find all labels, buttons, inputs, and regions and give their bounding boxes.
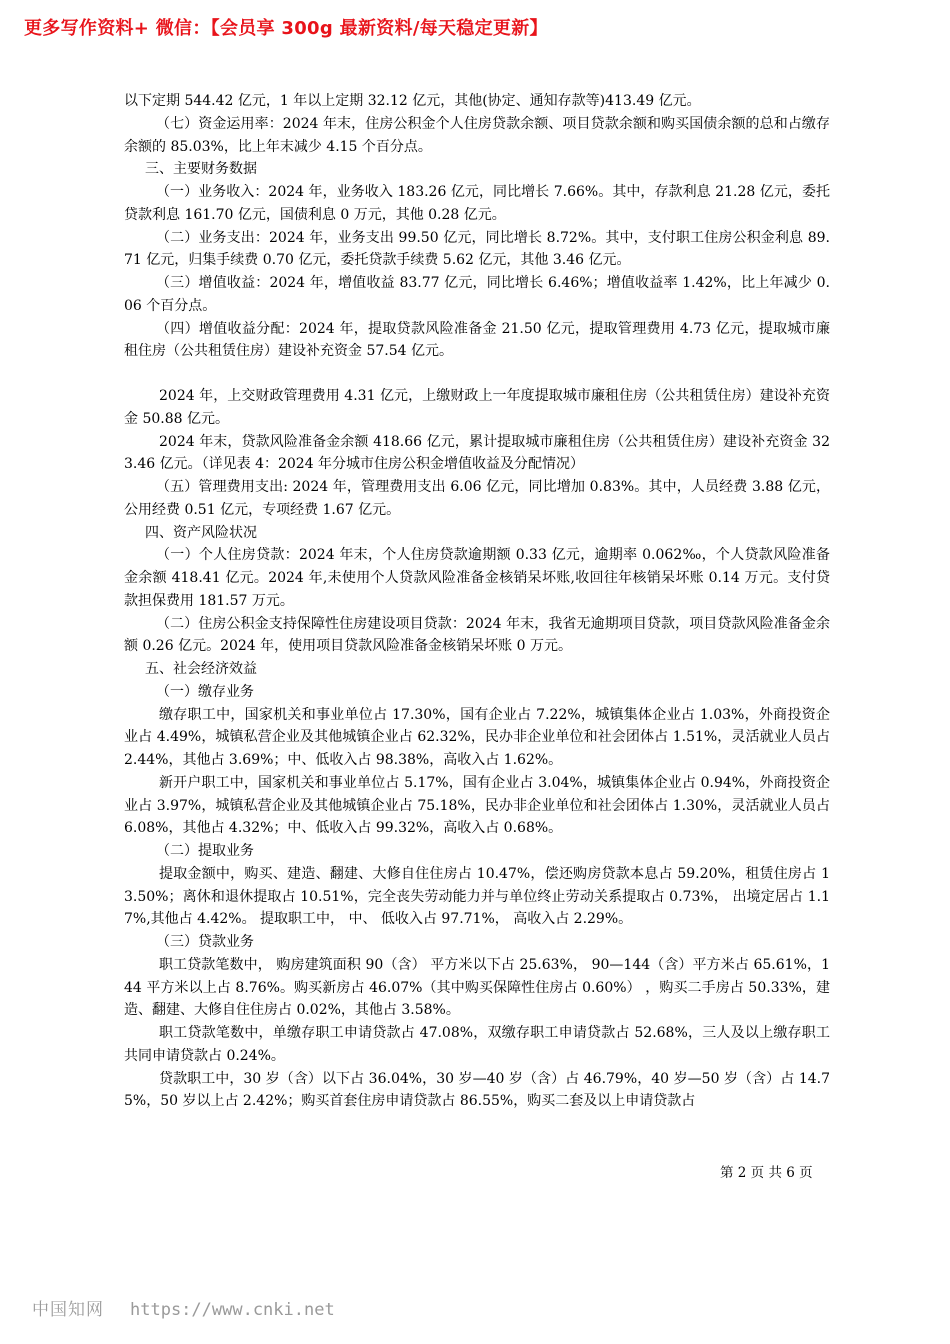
- paragraph-fund-usage-rate: （七）资金运用率：2024 年末，住房公积金个人住房贷款余额、项目贷款余额和购买国债余额的总和占缴存余额的 85.03%，比上年末减少 4.15 个百分点。: [124, 115, 830, 155]
- blank-line: [124, 363, 830, 385]
- watermark-cnki-name: 中国知网: [32, 1300, 104, 1320]
- document-body: [124, 90, 830, 1113]
- paragraph-withdrawal-amounts: 提取金额中，购买、建造、翻建、大修自住住房占 10.47%，偿还购房贷款本息占 59.20%，租赁住房占 13.50%；离休和退休提取占 10.51%，完全丧失劳动能力并与单位终止劳动关系提取占 0.73%， 出境定居占 1.17%,其他占 4.42%。 提取职工中， 中、 低收入占 97.71%， 高收入占 2.29%。: [124, 865, 830, 928]
- paragraph-depositing-workers: 缴存职工中，国家机关和事业单位占 17.30%，国有企业占 7.22%，城镇集体企业占 1.03%，外商投资企业占 4.49%，城镇私营企业及其他城镇企业占 62.32%，民办非企业单位和社会团体占 1.51%，灵活就业人员占 2.44%，其他占 3.69%；中、低收入占 98.38%，高收入占 1.62%。: [124, 706, 830, 768]
- subheading-withdrawal-business: （二）提取业务: [156, 843, 254, 859]
- subheading-loan-business: （三）贷款业务: [156, 934, 254, 950]
- paragraph-deposits-continued: 以下定期 544.42 亿元，1 年以上定期 32.12 亿元，其他(协定、通知存款等)413.49 亿元。: [124, 93, 701, 109]
- paragraph-fiscal-payments: 2024 年，上交财政管理费用 4.31 亿元，上缴财政上一年度提取城市廉租住房（公共租赁住房）建设补充资金 50.88 亿元。: [124, 388, 830, 427]
- watermark-url: https://www.cnki.net: [130, 1300, 335, 1320]
- paragraph-loan-housing-area: 职工贷款笔数中， 购房建筑面积 90（含） 平方米以下占 25.63%， 90—144（含）平方米占 65.61%，144 平方米以上占 8.76%。购买新房占 46.07%（其中购买保障性住房占 0.60%） ，购买二手房占 50.33%，建造、翻建、大修自住住房占 0.02%，其他占 3.58%。: [124, 956, 830, 1019]
- paragraph-risk-reserve-balance: 2024 年末，贷款风险准备金余额 418.66 亿元，累计提取城市廉租住房（公共租赁住房）建设补充资金 323.46 亿元。（详见表 4：2024 年分城市住房公积金增值收益及分配情况）: [124, 433, 830, 473]
- paragraph-business-expense: （二）业务支出：2024 年，业务支出 99.50 亿元，同比增长 8.72%。其中，支付职工住房公积金利息 89.71 亿元，归集手续费 0.70 亿元，委托贷款手续费 5.62 亿元，其他 3.46 亿元。: [124, 229, 830, 269]
- paragraph-value-added-income: （三）增值收益：2024 年，增值收益 83.77 亿元，同比增长 6.46%；增值收益率 1.42%，比上年减少 0.06 个百分点。: [124, 275, 830, 314]
- paragraph-loan-borrower-age: 贷款职工中，30 岁（含）以下占 36.04%，30 岁—40 岁（含）占 46.79%，40 岁—50 岁（含）占 14.75%，50 岁以上占 2.42%；购买首套住房申请贷款占 86.55%，购买二套及以上申请贷款占: [124, 1070, 830, 1110]
- promo-banner: 更多写作资料+ 微信：【会员享 300g 最新资料/每天稳定更新】: [24, 18, 548, 39]
- section-heading-social-benefits: 五、社会经济效益: [145, 661, 257, 677]
- section-heading-financial-data: 三、主要财务数据: [145, 161, 257, 178]
- subheading-deposit-business: （一）缴存业务: [156, 683, 254, 700]
- paragraph-income-distribution: （四）增值收益分配：2024 年，提取贷款风险准备金 21.50 亿元，提取管理费用 4.73 亿元，提取城市廉租住房（公共租赁住房）建设补充资金 57.54 亿元。: [124, 320, 830, 360]
- paragraph-loan-applicants: 职工贷款笔数中，单缴存职工申请贷款占 47.08%，双缴存职工申请贷款占 52.68%，三人及以上缴存职工共同申请贷款占 0.24%。: [124, 1025, 830, 1064]
- paragraph-new-account-workers: 新开户职工中，国家机关和事业单位占 5.17%，国有企业占 3.04%，城镇集体企业占 0.94%，外商投资企业占 3.97%，城镇私营企业及其他城镇企业占 75.18%，民办非企业单位和社会团体占 1.30%，灵活就业人员占 6.08%，其他占 4.32%；中、低收入占 99.32%，高收入占 0.68%。: [124, 774, 830, 837]
- paragraph-personal-loans: （一）个人住房贷款：2024 年末，个人住房贷款逾期额 0.33 亿元，逾期率 0.062‰，个人贷款风险准备金余额 418.41 亿元。2024 年,未使用个人贷款风险准备金核销呆坏账,收回往年核销呆坏账 0.14 万元。支付贷款担保费用 181.57 万元。: [124, 547, 830, 609]
- page-number: 第 2 页 共 6 页: [720, 1165, 813, 1181]
- section-heading-asset-risk: 四、资产风险状况: [145, 524, 257, 541]
- paragraph-project-loans: （二）住房公积金支持保障性住房建设项目贷款：2024 年末，我省无逾期项目贷款，项目贷款风险准备金余额 0.26 亿元。2024 年，使用项目贷款风险准备金核销呆坏账 0 万元。: [124, 615, 830, 655]
- cnki-watermark: [32, 1295, 335, 1320]
- paragraph-admin-expense: （五）管理费用支出: 2024 年，管理费用支出 6.06 亿元，同比增加 0.83%。其中，人员经费 3.88 亿元，公用经费 0.51 亿元，专项经费 1.67 亿元。: [124, 479, 830, 518]
- paragraph-business-income: （一）业务收入：2024 年，业务收入 183.26 亿元，同比增长 7.66%。其中，存款利息 21.28 亿元，委托贷款利息 161.70 亿元，国债利息 0 万元，其他 0.28 亿元。: [124, 184, 830, 223]
